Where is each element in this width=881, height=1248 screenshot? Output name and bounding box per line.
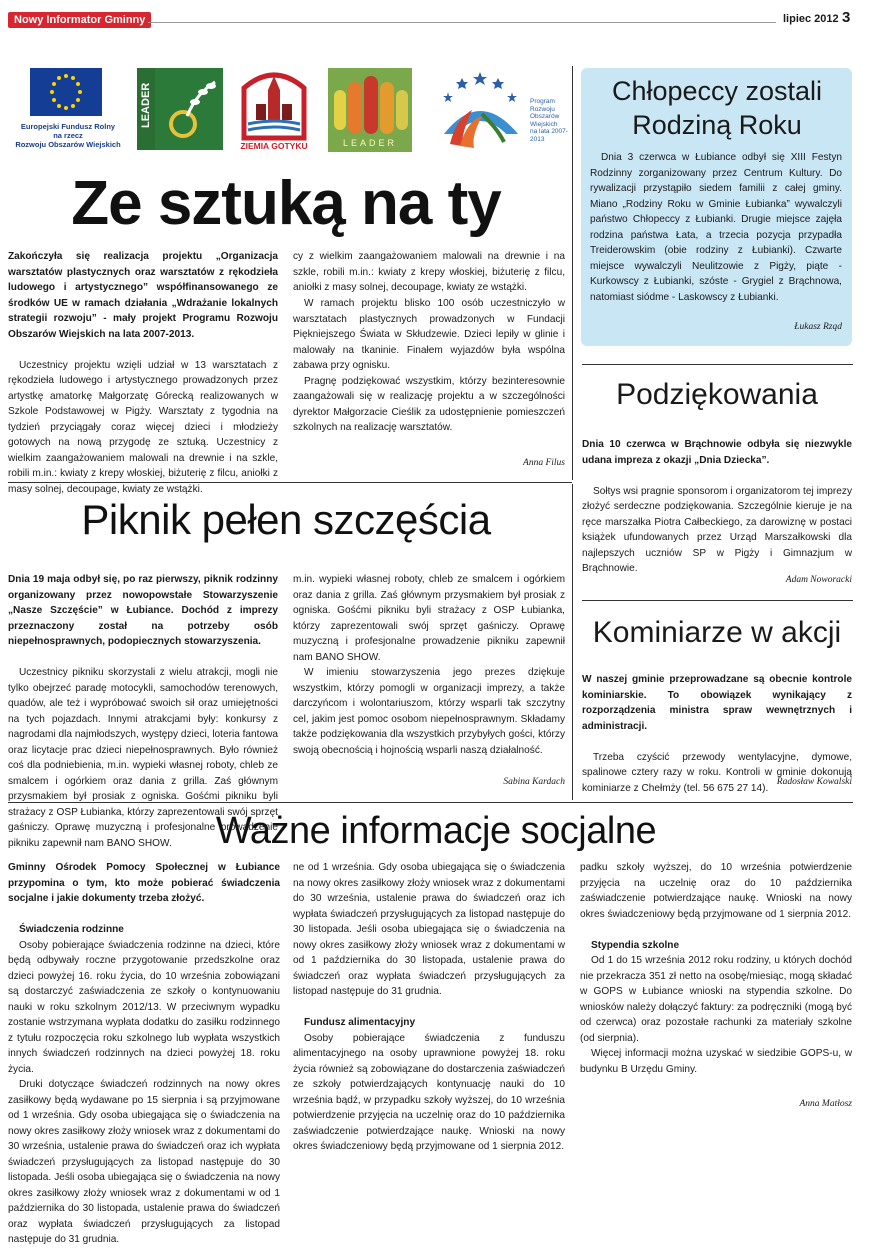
svg-text:LEADER: LEADER	[342, 138, 398, 148]
leader-lgd-logo	[328, 68, 412, 152]
piknik-paragraph-2: W imieniu stowarzyszenia jego prezes dziękuje wszystkim, którzy pomogli w organizacji imprezy, a także darczyńcom i wolontariuszom, którzy wsparli tak szczytny cel, jakim jest pomoc osobom niepełnosprawnym. Składamy także podziękowania dla wszystkich przybyłych gości, którzy swoją obecnością i hojnością wsparli naszą działalność.	[293, 667, 565, 756]
socjalne-paragraph-2-start: Druki dotyczące świadczeń rodzinnych na nowy okres zasiłkowy będą wydawane po 15 sierpnia i są przyjmowane od 1 września. Gdy osoba ubiegająca się o świadczenia na nowy okres zasiłkowy złoży wniosek wraz z dokumentami do 30 września, ustalenie prawa do świadczeń oraz ich wypłata świadczeń przysługujących za listopad następuje do 30 listopada. Jeśli osoba ubiegająca się o świadczenia na nowy okres zasiłkowy złoży wniosek wraz z dokumentami w od 1 października do 30 listopada, ustalenie prawa do świadczeń oraz wypłata świadczeń przysługujących za listopad następuje do 31 grudnia.	[8, 1079, 280, 1245]
kominiarze-lead: W naszej gminie przeprowadzane są obecnie kontrole kominiarskie. To obowiązek wynikający z rozporządzenia ministra spraw wewnętrznych i administracji.	[582, 674, 852, 732]
socjalne-signature: Anna Matłosz	[799, 1099, 852, 1109]
headline-rodzina-roku: Chłopeccy zostali Rodziną Roku	[611, 76, 823, 140]
issue-date: lipiec 2012	[783, 13, 839, 25]
socjalne-paragraph-2-cont: ne od 1 września. Gdy osoba ubiegająca się o świadczenia na nowy okres zasiłkowy złoży wniosek wraz z dokumentami do 30 września, ustalenie prawa do świadczeń oraz ich wypłata świadczeń przysługujących za listopad następuje do 30 listopada. Jeśli osoba ubiegająca się o świadczenia na nowy okres zasiłkowy złoży wniosek wraz z dokumentami w od 1 października do 30 listopada, ustalenie prawa do świadczeń oraz wypłata świadczeń przysługujących za listopad następuje do 31 grudnia.	[293, 862, 565, 997]
rodzina-signature: Łukasz Rząd	[794, 322, 842, 332]
sztuka-lead: Zakończyła się realizacja projektu „Organizacja warsztatów plastycznych oraz warsztatów z rękodzieła ludowego i artystycznego” współfinansowanego ze środków UE w ramach działania „Wdrażanie lokalnych strategii rozwoju” - mały projekt Programu Rozwoju Obszarów Wiejskich na lata 2007-2013.	[8, 251, 278, 340]
piknik-signature: Sabina Kardach	[503, 777, 565, 787]
podziekowania-signature: Adam Noworacki	[785, 575, 852, 585]
socjalne-paragraph-5: Więcej informacji można uzyskać w siedzibie GOPS-u, w budynku B Urzędu Gminy.	[580, 1048, 852, 1075]
sidebar-divider-1	[582, 364, 853, 365]
svg-text:ZIEMIA GOTYKU: ZIEMIA GOTYKU	[240, 141, 308, 151]
sztuka-signature: Anna Filus	[523, 458, 565, 468]
kominiarze-signature: Radosław Kowalski	[776, 777, 852, 787]
piknik-lead: Dnia 19 maja odbył się, po raz pierwszy, piknik rodzinny organizowany przez nowopowstałe Stowarzyszenie „Nasze Szczęście” w Łubiance. Dochód z imprezy przeznaczony został na potrzeby osób niepełnosprawnych, podopiecznych stowarzyszenia.	[8, 574, 278, 647]
headline-socjalne: Ważne informacje socjalne	[215, 810, 657, 852]
sztuka-paragraph-2: W ramach projektu blisko 100 osób uczestniczyło w warsztatach plastycznych prowadzonych w Fundacji Piękniejszego Świata w Skłudzewie. Dzieci lepiły w glinie i malowały na tkaninie. Finałem wyjazdów była wspólna zabawa przy ognisku.	[293, 298, 565, 371]
socjalne-sub-stypendia: Stypendia szkolne	[591, 939, 680, 951]
socjalne-sub-rodzinne: Świadczenia rodzinne	[19, 924, 124, 935]
column-divider-middle	[572, 484, 573, 800]
sidebar-divider-2	[582, 600, 853, 601]
publication-label: Nowy Informator Gminny	[8, 12, 151, 28]
prow-program-logo	[432, 70, 528, 150]
podziekowania-lead: Dnia 10 czerwca w Brąchnowie odbyła się niezwykle udana impreza z okazji „Dnia Dziecka”.	[582, 439, 852, 466]
piknik-column-2	[293, 572, 565, 758]
socjalne-lead: Gminny Ośrodek Pomocy Społecznej w Łubiance przypomina o tym, kto może pobierać świadczenia socjalne i jakie dokumenty trzeba złożyć.	[8, 862, 280, 904]
socjalne-sub-fundusz: Fundusz alimentacyjny	[304, 1017, 416, 1028]
sztuka-paragraph-1: Uczestnicy projektu wzięli udział w 13 warsztatach z rękodzieła ludowego i artystycznego prowadzonych przez artystkę amatorkę Małgorzatę Górecką realizowanych w Szkole Podstawowej w Pigży. Warsztaty z tygodnia na tydzień przyciągały coraz więcej dzieci i młodzieży gotowych na nową przygodę ze sztuką. Uczestnicy z wielkim zaangażowaniem malowali na drewnie i na szkle, robili m.in.: kwiaty z krepy włoskiej, biżuterię z filcu, aniołki z masy solnej, decoupage, kwiaty ze wstążki.	[8, 359, 278, 495]
rodzina-paragraph: Dnia 3 czerwca w Łubiance odbył się XIII Festyn Rodzinny zorganizowany przez Centrum Kultury. Do rywalizacji przystąpiło siedem familii z całej gminy. Miano „Rodziny Roku w Gminie Łubianka” wywalczyli państwo Chłopeccy z Łubianki. Drugie miejsce zajęła rodzina państwa Łata, a trzecia pozycja przypadła Treiderowskim (obie rodziny z Łubianki). Czwarte miejsce wywalczyli Neulitzowie z Pigży, piąte - Kurkowscy z Łubianki, szóste - Grygiel z Brąchnowa, natomiast siódme - Laskowscy z Łubianki.	[590, 152, 842, 303]
socjalne-paragraph-4: Od 1 do 15 września 2012 roku rodziny, u których dochód nie przekracza 351 zł netto na osobę/miesiąc, mogą składać w GOPS w Łubiance wnioski na stypendia szkolne. Do wniosków należy dołączyć faktury: za podręczniki (mogą być od czerwca) oraz pozostałe rachunki za materiały szkolne (od sierpnia).	[580, 955, 852, 1044]
socjalne-column-1	[8, 860, 280, 1245]
headline-sztuka: Ze sztuką na ty	[71, 169, 501, 238]
socjalne-paragraph-3-cont: padku szkoły wyższej, do 10 września potwierdzenie przyjęcia na uczelnię oraz do 10 października zaświadczenie potwierdzające naukę. Wnioski na nowy okres świadczeniowy będą przyjmowane od 1 sierpnia 2012.	[580, 862, 852, 920]
sztuka-column-2	[293, 249, 565, 436]
sztuka-paragraph-3: Pragnę podziękować wszystkim, którzy bezinteresownie zaangażowali się w realizację projektu a w szczególności dyrektor Małgorzacie Cieślik za udostępnienie pomieszczeń szkolnych na realizację warsztatów.	[293, 375, 565, 433]
headline-piknik: Piknik pełen szczęścia	[81, 496, 491, 543]
eu-fund-caption: Europejski Fundusz Rolny na rzecz Rozwoju Obszarów Wiejskich	[15, 122, 121, 149]
headline-kominiarze: Kominiarze w akcji	[592, 616, 842, 649]
socjalne-paragraph-3: Osoby pobierające świadczenia z funduszu alimentacyjnego na osoby uprawnione powyżej 18. roku życia również są zobowiązane do dostarczenia zaświadczeń ze szkoły potwierdzających kontynuację nauki do 10 września bądź, w przypadku szkoły wyższej, do 10 września potwierdzenie przyjęcia na uczelnię oraz do 10 października zaświadczenie potwierdzające naukę. Wnioski na nowy okres świadczeniowy będą przyjmowane od 1 sierpnia 2012.	[293, 1032, 565, 1152]
headline-podziekowania: Podziękowania	[616, 378, 818, 411]
eu-flag-logo	[30, 68, 102, 116]
podziekowania-body	[582, 437, 852, 577]
svg-text:LEADER: LEADER	[140, 82, 152, 128]
piknik-paragraph-1-cont: m.in. wypieki własnej roboty, chleb ze smalcem i ogórkiem oraz dania z grilla. Zaś głównym przysmakiem był prosiak z ogniska. Gośćmi pikniku byli strażacy z OSP Łubianka, którzy zaprezentowali swój sprzęt gaśniczy. Oprawę muzyczną i profesjonalne prowadzenie pikniku zapewnił nam BANO SHOW.	[293, 574, 565, 663]
piknik-paragraph-1: Uczestnicy pikniku skorzystali z wielu atrakcji, mogli nie tylko obejrzeć paradę motocykli, samochodów terenowych, quadów, ale też i wypróbować swoich sił oraz umiejętności na tych pojazdach. Innymi atrakcjami były: konkursy z nagrodami dla najmłodszych, występy dzieci, loteria fantowa oraz licytacje prac dzieci niepełnosprawnych. Było również coś dla podniebienia, m.in. wypieki własnej roboty, chleb ze smalcem i ogórkiem oraz dania z grilla. Zaś głównym przysmakiem był prosiak z ogniska. Gośćmi pikniku byli strażacy z OSP Łubianka, którzy zaprezentowali swój sprzęt gaśniczy. Oprawę muzyczną i profesjonalne prowadzenie pikniku zapewnił nam BANO SHOW.	[8, 667, 278, 849]
page-number: 3	[842, 9, 851, 26]
socjalne-paragraph-1: Osoby pobierające świadczenia rodzinne na dzieci, które będą odbywały roczne przygotowanie przedszkolne oraz dzieci powyżej 16. roku życia, do 10 września zobowiązani są dostarczyć zaświadczenia ze szkoły o kontynuowaniu nauki w roku szkolnym 2012/13. W przeciwnym wypadku zostanie wstrzymana wypłata dodatku do zasiłku rodzinnego z tytułu rozpoczęcia roku szkolnego lub wypłata wszystkich innych świadczeń rodzinnych na dzieci powyżej 18. roku życia.	[8, 939, 280, 1075]
podziekowania-paragraph: Sołtys wsi pragnie sponsorom i organizatorom tej imprezy złożyć serdeczne podziękowania. Szczególnie kieruje je na ręce marszałka Piotra Całbeckiego, za darowiznę w postaci książek ufundowanych przez Urząd Marszałkowski dla najlepszych uczniów SP w Pigży i Gimnazjum w Brąchnowie.	[582, 485, 852, 574]
sztuka-column-1	[8, 249, 278, 495]
sztuka-paragraph-1-cont: cy z wielkim zaangażowaniem malowali na drewnie i na szkle, robili m.in.: kwiaty z krepy włoskiej, biżuterię z filcu, aniołki z masy solnej, decoupage, kwiaty ze wstążki.	[293, 251, 565, 293]
ziemia-gotyku-logo	[238, 68, 310, 152]
kominiarze-paragraph: Trzeba czyścić przewody wentylacyjne, dymowe, spalinowe cztery razy w roku. Kontroli w gminie dokonują kominiarze z Chełmży (tel. 56 675 27 14).	[582, 751, 852, 794]
socjalne-column-2	[293, 860, 565, 1152]
prow-caption: Program Rozwoju Obszarów Wiejskich na lata 2007-2013	[530, 98, 568, 143]
socjalne-column-3	[580, 860, 852, 1077]
leader-logo	[137, 68, 223, 150]
header-rule	[148, 22, 776, 23]
rodzina-body	[590, 150, 842, 305]
piknik-column-1	[8, 572, 278, 849]
